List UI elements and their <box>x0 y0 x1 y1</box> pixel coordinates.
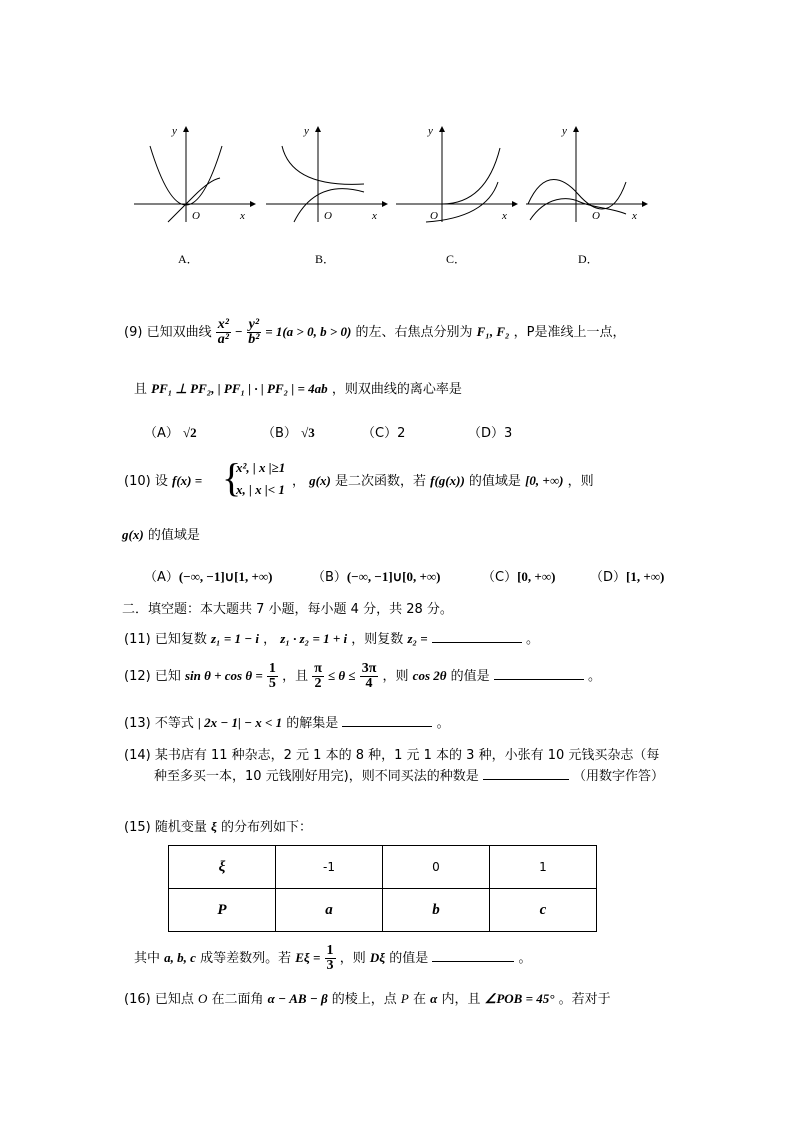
q14-answer-blank[interactable] <box>483 767 569 780</box>
q10-line2 <box>122 524 200 543</box>
q13-m1: | 2x − 1| − x < 1 <box>197 715 283 730</box>
q10-number: (10) <box>124 474 151 489</box>
q14-line1 <box>124 744 659 763</box>
q15-after-m1: a, b, c <box>164 950 196 965</box>
q11-m3: z₂ = <box>407 631 428 646</box>
q15-text2: 的分布列如下： <box>220 820 312 835</box>
q9-line2 <box>134 378 462 397</box>
q10-line2-math: g(x) <box>122 527 144 542</box>
q16-text3: 的棱上，点 <box>331 992 397 1007</box>
q12-frac3: $\frac{3\pi}{4}$ <box>361 661 377 691</box>
q12-m1: sin θ + cos θ = <box>184 668 263 683</box>
q10-case1: x², | x |≥1 <box>236 460 286 475</box>
distribution-table <box>168 845 597 932</box>
q16-text5: 内，且 <box>441 992 481 1007</box>
q11-text3: ，则复数 <box>351 632 404 647</box>
q13-number: (13) <box>124 716 151 731</box>
q15-m1: ξ <box>210 819 217 834</box>
q11-end: 。 <box>525 632 539 647</box>
q14-text1: 某书店有 11 种杂志，2 元 1 本的 8 种，1 元 1 本的 3 种，小张有 10 元钱买杂志（每 <box>154 748 660 763</box>
q13-answer-blank[interactable] <box>342 714 432 727</box>
q15 <box>124 816 312 835</box>
graph-c <box>390 118 520 228</box>
q14-text2: 种至多买一本，10 元钱刚好用完)，则不同买法的种数是 <box>154 769 479 784</box>
q12-frac2: $\frac{\pi}{2}$ <box>314 661 322 691</box>
q9-line2-pre: 且 <box>134 382 148 397</box>
q10-options <box>144 566 665 585</box>
q10-line2-post: 的值域是 <box>147 528 200 543</box>
q15-frac: $\frac{1}{3}$ <box>326 943 334 973</box>
q15-answer-blank[interactable] <box>432 949 514 962</box>
graph-b-origin: O <box>324 210 332 222</box>
graph-a-label: A． <box>178 252 199 266</box>
table-row <box>169 846 597 889</box>
q12-m3: cos 2θ <box>412 668 447 683</box>
q12-frac1: $\frac{1}{5}$ <box>268 661 276 691</box>
q12-text1: 已知 <box>154 669 181 684</box>
q11 <box>124 628 539 647</box>
q10-line1 <box>124 470 202 489</box>
q9-line2-math: PF₁ ⊥ PF₂, | PF₁ | · | PF₂ | = 4ab <box>151 381 328 396</box>
q12-text3: ，则 <box>382 669 409 684</box>
table-row <box>169 889 597 932</box>
q12-end: 。 <box>587 669 601 684</box>
q9-text3: ，P是准线上一点， <box>513 325 626 340</box>
q15-after-m2: Eξ = <box>295 950 321 965</box>
q12-answer-blank[interactable] <box>494 667 584 680</box>
q9-option-b: （B） √3 <box>262 425 315 441</box>
q14-text3: （用数字作答） <box>573 769 665 784</box>
q16-m2: α <box>430 991 438 1006</box>
graph-d-label: D． <box>578 252 599 266</box>
q15-after-pre: 其中 <box>134 951 161 966</box>
q12 <box>124 662 601 691</box>
graph-b-label: B． <box>315 252 336 266</box>
q15-after-text3: ，则 <box>339 951 366 966</box>
q14-number: (14) <box>124 748 151 763</box>
q15-text1: 随机变量 <box>154 820 207 835</box>
q16-text6: 。若对于 <box>558 992 611 1007</box>
q11-m1: z₁ = 1 − i <box>210 631 259 646</box>
table-cell: ξ <box>169 846 276 889</box>
q15-end: 。 <box>518 951 532 966</box>
q14-line2 <box>154 765 664 784</box>
q9-option-c: （C）2 <box>362 426 406 441</box>
q10-pre: 设 <box>154 474 168 489</box>
q13-text2: 的解集是 <box>286 716 339 731</box>
graph-b <box>260 118 390 228</box>
graph-d-origin: O <box>592 210 600 222</box>
q16-o: O <box>197 991 208 1006</box>
q9-line2-post: ，则双曲线的离心率是 <box>331 382 462 397</box>
q11-text1: 已知复数 <box>154 632 207 647</box>
q10-text3: 的值域是 <box>468 474 521 489</box>
q11-answer-blank[interactable] <box>432 630 522 643</box>
q9-text2: 的左、右焦点分别为 <box>355 325 473 340</box>
q15-after-text4: 的值是 <box>389 951 429 966</box>
q10-option-c: （C）[0, +∞) <box>482 569 556 585</box>
q11-m2: z₁ · z₂ = 1 + i <box>280 631 348 646</box>
graph-b-y-label: y <box>304 125 309 137</box>
graph-a <box>128 118 258 228</box>
q9-number: (9) <box>124 325 143 340</box>
q9-option-d: （D）3 <box>468 426 513 441</box>
table-cell: c <box>490 889 597 932</box>
q16-text4: 在 <box>413 992 427 1007</box>
q15-number: (15) <box>124 820 151 835</box>
q16-text2: 在二面角 <box>211 992 264 1007</box>
q9-foci: F₁, F₂ <box>476 324 510 339</box>
graph-a-x-label: x <box>240 210 245 222</box>
q16-p: P <box>400 991 409 1006</box>
q13-end: 。 <box>436 716 450 731</box>
q12-text2: ，且 <box>282 669 309 684</box>
q9-condition: = 1(a > 0, b > 0) <box>265 324 352 339</box>
q16-text1: 已知点 <box>154 992 194 1007</box>
q9-frac-y: $\frac{\text{y²}}{\text{b²}}$ <box>248 317 260 347</box>
graph-b-x-label: x <box>372 210 377 222</box>
q10-brace: { <box>222 455 242 500</box>
q9-text1: 已知双曲线 <box>146 325 212 340</box>
q16-m1: α − AB − β <box>267 991 328 1006</box>
q10-fgx: f(g(x)) <box>430 473 465 488</box>
q9-frac-x: $\frac{\text{x²}}{\text{a²}}$ <box>217 317 229 347</box>
graph-c-origin: O <box>430 210 438 222</box>
table-cell: 0 <box>383 846 490 889</box>
table-cell: 1 <box>490 846 597 889</box>
q10-gx: g(x) <box>309 473 331 488</box>
q12-number: (12) <box>124 669 151 684</box>
q10-case2: x, | x |< 1 <box>236 482 285 497</box>
table-cell: a <box>276 889 383 932</box>
table-cell: -1 <box>276 846 383 889</box>
section-2-heading: 二．填空题：本大题共 7 小题，每小题 4 分，共 28 分。 <box>122 602 453 617</box>
q10-option-a: （A）(−∞, −1]∪[1, +∞) <box>144 569 273 585</box>
q15-after-text2: 成等差数列。若 <box>200 951 292 966</box>
q15-after-m3: Dξ <box>369 950 386 965</box>
graph-d-x-label: x <box>632 210 637 222</box>
q15-after <box>134 944 532 973</box>
q9-line1: (9) 已知双曲线 $\frac{\text{x²}}{\text{a²}}$ − $\frac{\text{y²}}{\text{b²}}$ = 1(a > 0, b > 0) 的左、右焦点分别为 F₁, F₂ ，P是准线上一点， <box>124 317 626 347</box>
q16 <box>124 988 611 1007</box>
graph-d <box>520 118 650 228</box>
q10-range: [0, +∞) <box>525 473 564 488</box>
q10-option-b: （B）(−∞, −1]∪[0, +∞) <box>312 569 441 585</box>
q10-fx: f(x) = <box>171 473 203 488</box>
q9-option-a: （A） √2 <box>144 425 197 441</box>
q12-text4: 的值是 <box>450 669 490 684</box>
q9-options <box>144 422 513 441</box>
q11-number: (11) <box>124 632 151 647</box>
graph-c-y-label: y <box>428 125 433 137</box>
q13 <box>124 712 450 731</box>
graph-a-y-label: y <box>172 125 177 137</box>
q10-text4: ，则 <box>567 474 594 489</box>
q10-line1-rest <box>292 470 594 489</box>
q13-text1: 不等式 <box>154 716 194 731</box>
q10-option-d: （D）[1, +∞) <box>590 569 665 585</box>
q16-number: (16) <box>124 992 151 1007</box>
q10-text2: 是二次函数，若 <box>334 474 426 489</box>
q11-text2: ， <box>263 632 277 647</box>
table-cell: b <box>383 889 490 932</box>
q12-m2: ≤ θ ≤ <box>328 668 356 683</box>
q10-mid: ， <box>292 474 306 489</box>
q16-m3: ∠POB = 45° <box>484 991 555 1006</box>
table-cell: P <box>169 889 276 932</box>
graph-c-label: C． <box>446 252 467 266</box>
graph-c-x-label: x <box>502 210 507 222</box>
graph-a-origin: O <box>192 210 200 222</box>
graph-d-y-label: y <box>562 125 567 137</box>
